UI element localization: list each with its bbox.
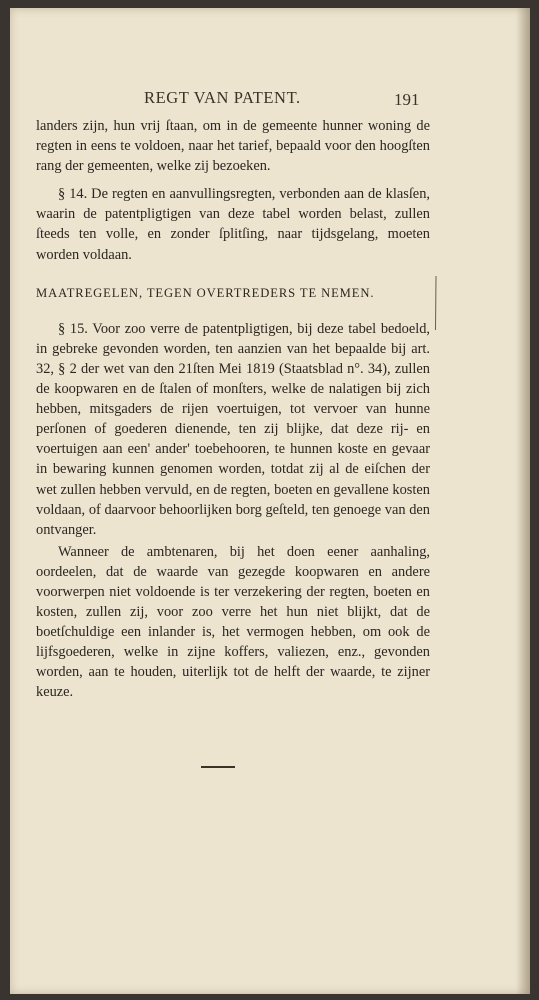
book-page: [10, 8, 530, 994]
page-body: [36, 116, 430, 703]
page-header: [10, 88, 530, 110]
paragraph-section-14: § 14. De regten en aanvullingsregten, verbonden aan de klasſen, waarin de patentpligtigen van deze tabel worden belast, zullen ſteeds ten volle, en zonder ſplitſing, naar tijdsgelang, moeten worden voldaan.: [36, 186, 430, 263]
paragraph-ambtenaren: Wanneer de ambtenaren, bij het doen eener aanhaling, oordeelen, dat de waarde van gezegde koopwaren en andere voorwerpen niet voldoende is ter verzekering der regten, boeten en kosten, zullen zij, voor zoo verre het hun niet blijkt, dat de boetſchuldige een inlander is, het vermogen hebben, om ook de lijfsgoederen, welke in zijne koffers, valiezen, enz., gevonden worden, aan te houden, uiterlijk tot de helft der waarde, te zijner keuze.: [36, 543, 430, 701]
margin-pencil-mark: [434, 276, 438, 330]
end-rule: [201, 766, 235, 768]
paragraph-section-15: § 15. Voor zoo verre de patentpligtigen, bij deze tabel bedoeld, in gebreke gevonden worden, ten aanzien van het bepaalde bij art. 32, § 2 der wet van den 21ſten Mei 1819 (Staatsblad n°. 34), zullen de koopwaren en de ſtalen of monſters, welke de nalatigen bij zich hebben, mitsgaders de rijen voertuigen, tot vervoer van hunne perſonen of goederen dienende, ten zij blijke, dat deze rij- en voertuigen aan een' ander' toebehooren, te hunnen koste en gevaar in bewaring kunnen genomen worden, totdat zij al de eiſchen der wet zullen hebben vervuld, en de regten, boeten en gevallene kosten voldaan, of daarvoor behoorlijken borg geſteld, ten genoege van den ontvanger.: [36, 320, 430, 538]
paragraph-continuation: landers zijn, hun vrij ſtaan, om in de gemeente hunner woning de regten in eens te voldoen, naar het tarief, bepaald voor den hoogſten rang der gemeenten, welke zij bezoeken.: [36, 118, 430, 175]
running-head: REGT VAN PATENT.: [144, 88, 301, 107]
page-number: 191: [394, 90, 420, 109]
section-heading: MAATREGELEN, TEGEN OVERTREDERS TE NEMEN.: [36, 285, 375, 300]
page-edge-shadow: [516, 8, 530, 994]
